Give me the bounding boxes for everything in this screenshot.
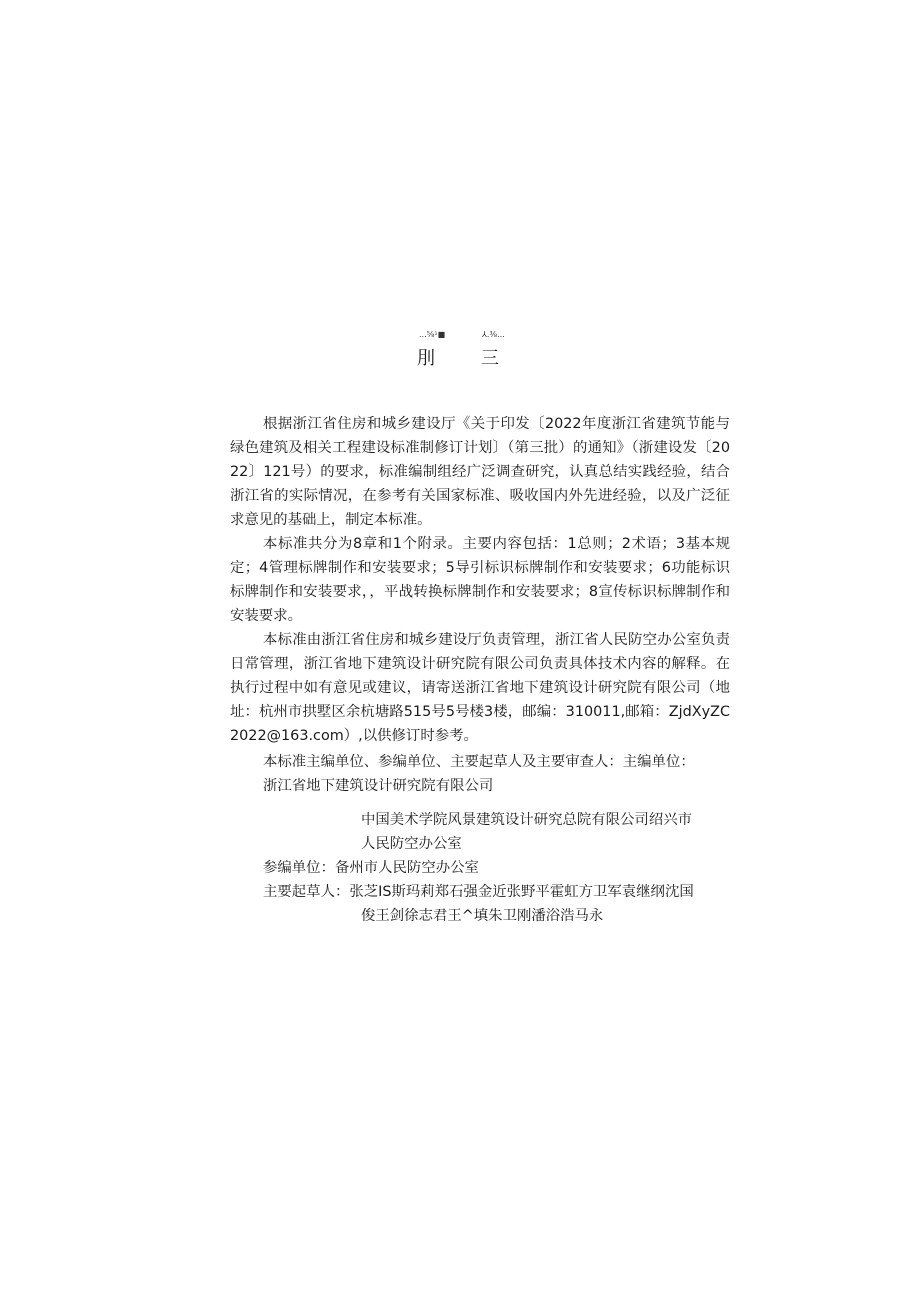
chief-editor-unit-1: 浙江省地下建筑设计研究院有限公司 xyxy=(263,778,494,794)
chief-editor-unit-2-line-1: 中国美术学院风景建筑设计研究总院有限公司绍兴市 xyxy=(361,812,692,828)
preface-paragraph-3: 本标准由浙江省住房和城乡建设厅负责管理，浙江省人民防空办公室负责日常管理，浙江省地下建筑设计研究院有限公司负责具体技术内容的解释。在执行过程中如有意见或建议，请寄送浙江省地下建筑设计研究院有限公司（地址：杭州市拱墅区余杭塘路515号5号楼3楼，邮编：310011,邮箱：ZjdXyZC2022@163.com）,以供修订时参考。 xyxy=(230,632,730,744)
preface-paragraph-2: 本标准共分为8章和1个附录。主要内容包括：1总则；2术语；3基本规定；4管理标牌制作和安装要求；5导引标识标牌制作和安装要求；6功能标识标牌制作和安装要求，，平战转换标牌制作和安装要求；8宣传标识标牌制作和安装要求。 xyxy=(230,536,730,624)
drafters-line-1 xyxy=(230,880,730,904)
drafters-label: 主要起草人： xyxy=(263,884,350,900)
editors-intro: 本标准主编单位、参编单位、主要起草人及主要审查人：主编单位： xyxy=(263,754,695,770)
participating-unit: 备州市人民防空办公室 xyxy=(334,860,479,876)
preface-body xyxy=(230,412,730,928)
chief-editor-unit-2 xyxy=(230,808,730,856)
editors-block xyxy=(230,750,730,928)
title-mark-left: ...⅝¹■ xyxy=(419,330,446,339)
preface-paragraph-1: 根据浙江省住房和城乡建设厅《关于印发〔2022年度浙江省建筑节能与绿色建筑及相关工程建设标准制修订计划〕（第三批）的通知》（浙建设发〔2022〕121号）的要求，标准编制组经广泛调查研究，认真总结实践经验，结合浙江省的实际情况，在参考有关国家标准、吸收国内外先进经验，以及广泛征求意见的基础上，制定本标准。 xyxy=(230,416,730,528)
drafters-line-2: 俊王剑徐志君王^填朱卫刚潘浴浩马永 xyxy=(361,908,604,924)
chief-editor-unit-2-line-2: 人民防空办公室 xyxy=(361,836,462,852)
title-mark-right: ⅄.⅜... xyxy=(482,330,505,339)
page-title-left: 刖 xyxy=(417,348,435,369)
participating-label: 参编单位： xyxy=(263,860,335,876)
drafters-names-1: 张芝IS斯玛莉郑石强金近张野平霍虹方卫军袁继纲沈国 xyxy=(349,884,694,900)
participating-units xyxy=(230,856,730,880)
page-title-right: 三 xyxy=(481,348,499,369)
